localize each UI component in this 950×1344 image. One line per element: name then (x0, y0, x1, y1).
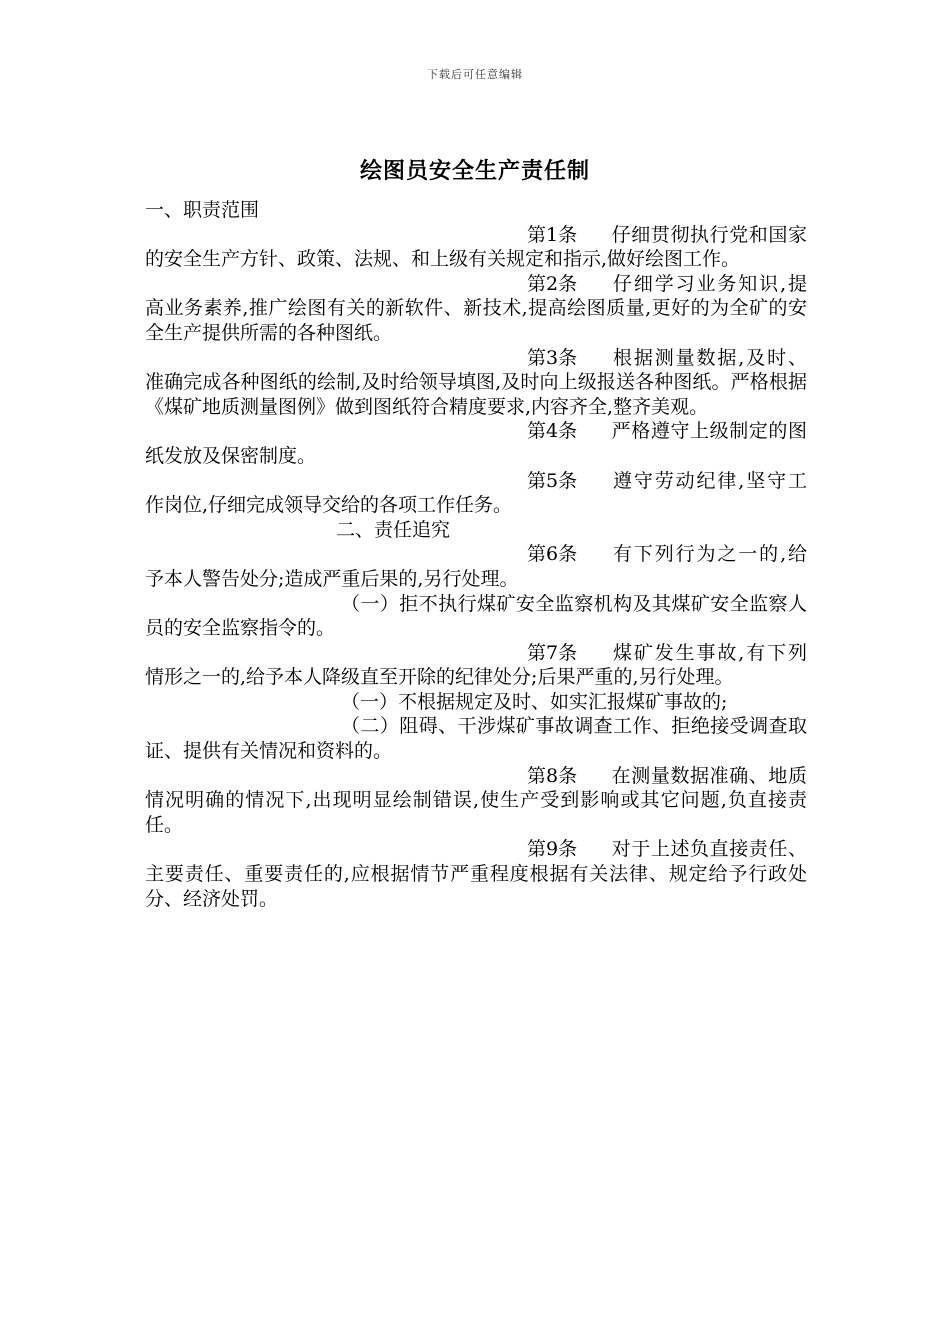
article-4 (145, 419, 807, 468)
article-text: 仔细贯彻执行党和国家的安全生产方针、政策、法规、和上级有关规定和指示,做好绘图工作。 (145, 223, 807, 271)
article-7 (145, 641, 807, 690)
article-number: 第5条 (527, 469, 578, 492)
article-7-item-1: （一）不根据规定及时、如实汇报煤矿事故的; (341, 690, 728, 713)
article-number: 第2条 (527, 272, 578, 295)
article-9 (145, 837, 807, 911)
article-number: 第1条 (527, 223, 578, 246)
article-3 (145, 346, 807, 420)
article-text: 煤矿发生事故,有下列情形之一的,给予本人降级直至开除的纪律处分;后果严重的,另行处理。 (145, 641, 807, 689)
article-7-item-2: （二）阻碍、干涉煤矿事故调查工作、拒绝接受调查取证、提供有关情况和资料的。 (145, 715, 807, 763)
header-note: 下载后可任意编辑 (427, 68, 523, 81)
article-6-item-1: （一）拒不执行煤矿安全监察机构及其煤矿安全监察人员的安全监察指令的。 (145, 592, 807, 640)
article-5 (145, 469, 807, 518)
article-6 (145, 542, 807, 591)
article-text: 对于上述负直接责任、主要责任、重要责任的,应根据情节严重程度根据有关法律、规定给予行政处分、经济处罚。 (145, 838, 807, 910)
article-number: 第3条 (527, 346, 578, 369)
article-text: 根据测量数据,及时、准确完成各种图纸的绘制,及时给领导填图,及时向上级报送各种图纸。严格根据《煤矿地质测量图例》做到图纸符合精度要求,内容齐全,整齐美观。 (145, 346, 807, 418)
section-heading-responsibilities: 一、职责范围 (145, 199, 260, 221)
article-text: 遵守劳动纪律,坚守工作岗位,仔细完成领导交给的各项工作任务。 (145, 469, 807, 517)
article-number: 第9条 (527, 838, 578, 861)
article-text: 仔细学习业务知识,提高业务素养,推广绘图有关的新软件、新技术,提高绘图质量,更好的为全矿的安全生产提供所需的各种图纸。 (145, 272, 807, 344)
article-1 (145, 223, 807, 272)
document-body (145, 198, 807, 911)
article-number: 第6条 (527, 543, 578, 566)
article-text: 严格遵守上级制定的图纸发放及保密制度。 (145, 420, 807, 467)
article-2 (145, 272, 807, 346)
article-text: 在测量数据准确、地质情况明确的情况下,出现明显绘制错误,使生产受到影响或其它问题,负直接责任。 (145, 764, 807, 836)
article-number: 第7条 (527, 641, 578, 664)
article-8 (145, 764, 807, 838)
article-number: 第4条 (527, 420, 578, 443)
article-number: 第8条 (527, 764, 578, 787)
article-text: 有下列行为之一的,给予本人警告处分;造成严重后果的,另行处理。 (145, 543, 807, 590)
section-heading-accountability: 二、责任追究 (336, 518, 451, 541)
document-title: 绘图员安全生产责任制 (359, 159, 590, 184)
